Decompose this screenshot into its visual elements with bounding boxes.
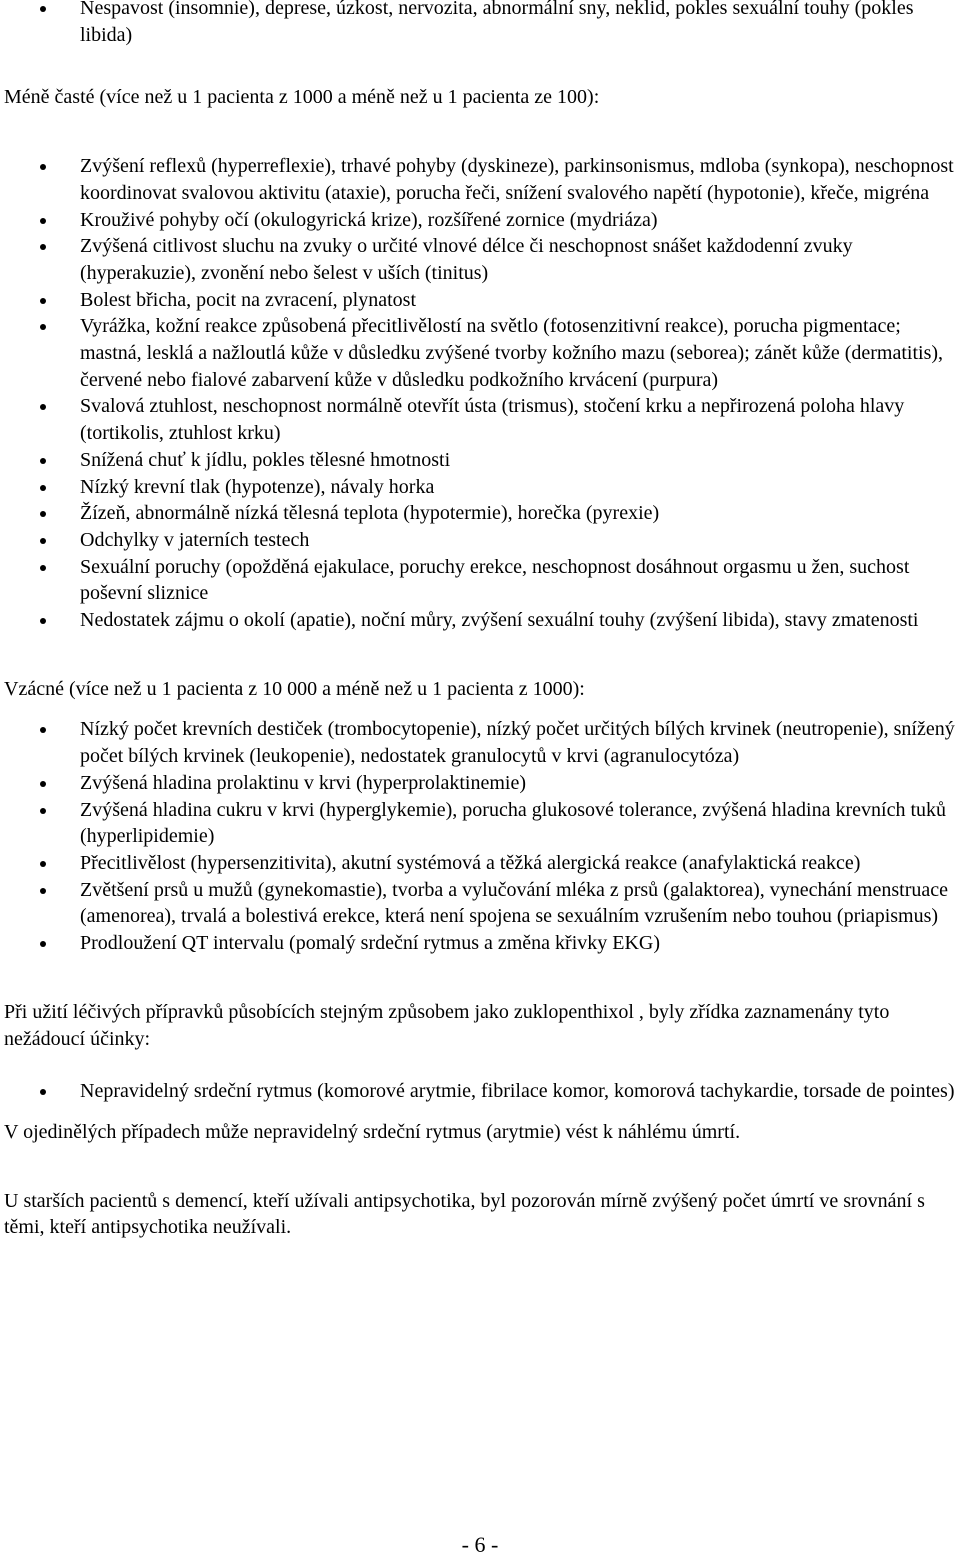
list-item: Zvětšení prsů u mužů (gynekomastie), tvorba a vylučování mléka z prsů (galaktorea), vynechání menstruace (amenorea), trvalá a bolestivá erekce, která není spojena se sexuálním vzrušením nebo touhou (priapismus) — [0, 877, 960, 930]
bullet-icon — [40, 244, 46, 250]
bullet-icon — [40, 218, 46, 224]
bullet-icon — [40, 1089, 46, 1095]
common-effects-list — [0, 0, 960, 48]
list-item: Zvýšená citlivost sluchu na zvuky o určité vlnové délce či neschopnost snášet každodenní zvuky (hyperakuzie), zvonění nebo šelest v uších (tinitus) — [0, 233, 960, 286]
rare-effects-list — [0, 716, 960, 956]
section-heading-rare: Vzácné (více než u 1 pacienta z 10 000 a méně než u 1 pacienta z 1000): — [4, 677, 585, 700]
list-item: Bolest břicha, pocit na zvracení, plynatost — [0, 287, 960, 314]
bullet-icon — [40, 458, 46, 464]
bullet-icon — [40, 781, 46, 787]
elderly-dementia-paragraph: U starších pacientů s demencí, kteří užívali antipsychotika, byl pozorován mírně zvýšený počet úmrtí ve srovnání s těmi, kteří antipsychotika neužívali. — [4, 1189, 925, 1239]
list-item: Vyrážka, kožní reakce způsobená přecitlivělostí na světlo (fotosenzitivní reakce), porucha pigmentace; mastná, lesklá a nažloutlá kůže v důsledku zvýšené tvorby kožního mazu (seborea); zánět kůže (dermatitis), červené nebo fialové zabarvení kůže v důsledku podkožního krvácení (purpura) — [0, 313, 960, 393]
list-item: Zvýšení reflexů (hyperreflexie), trhavé pohyby (dyskineze), parkinsonismus, mdloba (synkopa), neschopnost koordinovat svalovou aktivitu (ataxie), porucha řeči, snížení svalového napětí (hypotonie), křeče, migréna — [0, 153, 960, 206]
bullet-icon — [40, 511, 46, 517]
list-item: Krouživé pohyby očí (okulogyrická krize), rozšířené zornice (mydriáza) — [0, 207, 960, 234]
bullet-icon — [40, 565, 46, 571]
bullet-icon — [40, 404, 46, 410]
uncommon-effects-list — [0, 153, 960, 634]
bullet-icon — [40, 6, 46, 12]
list-item: Žízeň, abnormálně nízká tělesná teplota (hypotermie), horečka (pyrexie) — [0, 500, 960, 527]
section-heading-similar-drugs: Při užití léčivých přípravků působících stejným způsobem jako zuklopenthixol , byly zřídka zaznamenány tyto nežádoucí účinky: — [4, 1000, 890, 1050]
bullet-icon — [40, 618, 46, 624]
bullet-icon — [40, 538, 46, 544]
list-item: Nespavost (insomnie), deprese, úzkost, nervozita, abnormální sny, neklid, pokles sexuální touhy (pokles libida) — [0, 0, 960, 48]
list-item: Zvýšená hladina prolaktinu v krvi (hyperprolaktinemie) — [0, 770, 960, 797]
bullet-icon — [40, 485, 46, 491]
list-item: Nepravidelný srdeční rytmus (komorové arytmie, fibrilace komor, komorová tachykardie, torsade de pointes) — [0, 1078, 960, 1105]
list-item: Přecitlivělost (hypersenzitivita), akutní systémová a těžká alergická reakce (anafylaktická reakce) — [0, 850, 960, 877]
list-item: Svalová ztuhlost, neschopnost normálně otevřít ústa (trismus), stočení krku a nepřirozená poloha hlavy (tortikolis, ztuhlost krku) — [0, 393, 960, 446]
bullet-icon — [40, 888, 46, 894]
similar-drugs-effects-list — [0, 1078, 960, 1105]
list-item: Nízký počet krevních destiček (trombocytopenie), nízký počet určitých bílých krvinek (neutropenie), snížený počet bílých krvinek (leukopenie), nedostatek granulocytů v krvi (agranulocytóza) — [0, 716, 960, 769]
isolated-cases-paragraph: V ojedinělých případech může nepravidelný srdeční rytmus (arytmie) vést k náhlému úmrtí. — [4, 1120, 741, 1143]
list-item: Nedostatek zájmu o okolí (apatie), noční můry, zvýšení sexuální touhy (zvýšení libida), stavy zmatenosti — [0, 607, 960, 634]
list-item: Nízký krevní tlak (hypotenze), návaly horka — [0, 474, 960, 501]
list-item: Snížená chuť k jídlu, pokles tělesné hmotnosti — [0, 447, 960, 474]
list-item: Zvýšená hladina cukru v krvi (hyperglykemie), porucha glukosové tolerance, zvýšená hladina krevních tuků (hyperlipidemie) — [0, 797, 960, 850]
page-number: - 6 - — [461, 1532, 499, 1557]
list-item: Sexuální poruchy (opožděná ejakulace, poruchy erekce, neschopnost dosáhnout orgasmu u žen, suchost poševní sliznice — [0, 554, 960, 607]
bullet-icon — [40, 941, 46, 947]
bullet-icon — [40, 808, 46, 814]
bullet-icon — [40, 324, 46, 330]
list-item: Odchylky v jaterních testech — [0, 527, 960, 554]
bullet-icon — [40, 861, 46, 867]
bullet-icon — [40, 298, 46, 304]
list-item: Prodloužení QT intervalu (pomalý srdeční rytmus a změna křivky EKG) — [0, 930, 960, 957]
bullet-icon — [40, 727, 46, 733]
bullet-icon — [40, 164, 46, 170]
section-heading-uncommon: Méně časté (více než u 1 pacienta z 1000 a méně než u 1 pacienta ze 100): — [4, 86, 600, 109]
